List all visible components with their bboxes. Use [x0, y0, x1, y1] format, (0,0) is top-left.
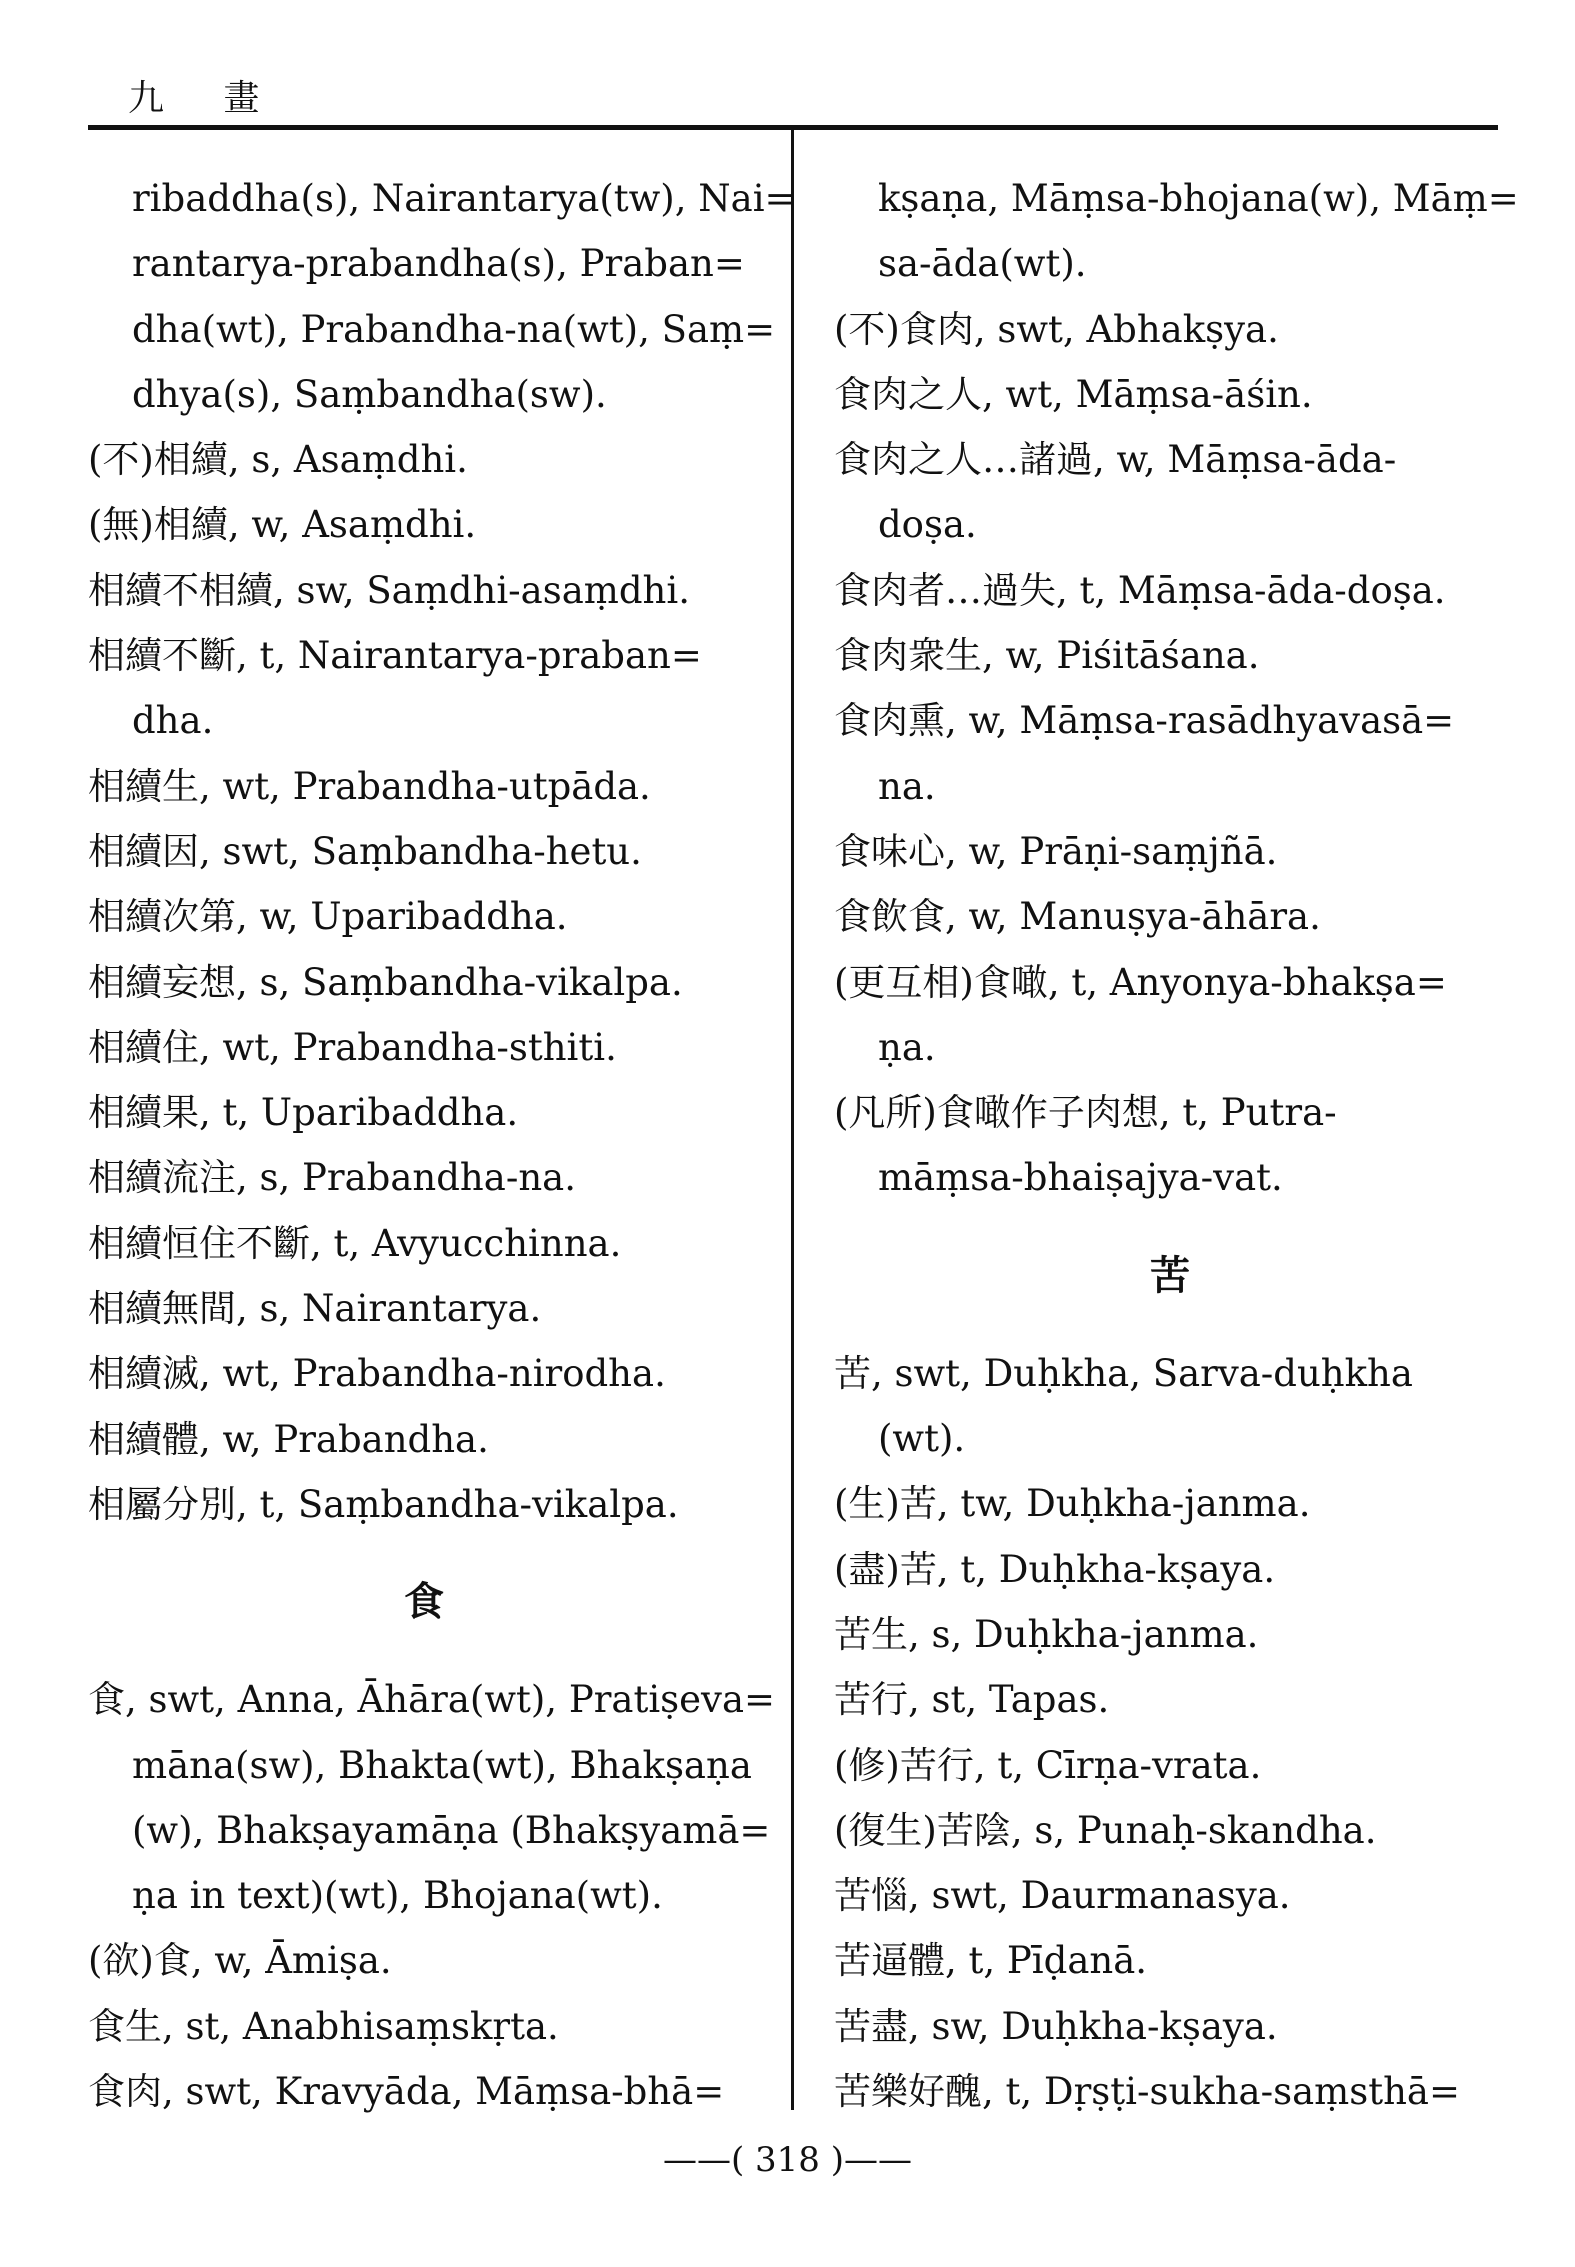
entry-line: 相續恒住不斷, t, Avyucchinna.: [88, 1221, 622, 1265]
entry-line: māna(sw), Bhakta(wt), Bhakṣaṇa: [132, 1743, 752, 1787]
entry-line: māṃsa-bhaiṣajya-vat.: [878, 1156, 1283, 1200]
entry-line: ribaddha(s), Nairantarya(tw), Nai=: [132, 177, 796, 220]
page-number: ——( 318 )——: [662, 2140, 913, 2180]
entry-line: 苦逼體, t, Pīḍanā.: [834, 1939, 1148, 1983]
entry-line: 食飲食, w, Manuṣya-āhāra.: [834, 895, 1321, 939]
entry-line: 相續果, t, Uparibaddha.: [88, 1091, 519, 1135]
entry-line: (生)苦, tw, Duḥkha-janma.: [834, 1482, 1311, 1526]
entry-line: sa-āda(wt).: [878, 242, 1087, 286]
entry-line: (修)苦行, t, Cīrṇa-vrata.: [834, 1743, 1262, 1787]
entry-line: (無)相續, w, Asaṃdhi.: [88, 503, 477, 547]
section-heading-shi: 食: [404, 1578, 444, 1626]
entry-line: (盡)苦, t, Duḥkha-kṣaya.: [834, 1547, 1276, 1591]
entry-line: (凡所)食噉作子肉想, t, Putra-: [834, 1091, 1337, 1135]
left-entries-bottom: [88, 1667, 776, 2124]
entry-line: 相屬分別, t, Saṃbandha-vikalpa.: [88, 1482, 679, 1526]
entry-line: 相續不相續, sw, Saṃdhi-asaṃdhi.: [88, 568, 690, 612]
entry-line: (不)食肉, swt, Abhakṣya.: [834, 307, 1279, 351]
entry-line: 苦惱, swt, Daurmanasya.: [834, 1874, 1291, 1918]
entry-line: 苦樂好醜, t, Dṛṣṭi-sukha-saṃsthā=: [834, 2070, 1460, 2114]
entry-line: (w), Bhakṣayamāṇa (Bhakṣyamā=: [132, 1808, 771, 1852]
entry-line: 食肉者…過失, t, Māṃsa-āda-doṣa.: [834, 568, 1446, 612]
entry-line: ṇa in text)(wt), Bhojana(wt).: [132, 1874, 663, 1918]
entry-line: ṇa.: [878, 1025, 936, 1069]
entry-line: 相續流注, s, Prabandha-na.: [88, 1156, 576, 1200]
entry-line: (不)相續, s, Asaṃdhi.: [88, 438, 468, 482]
entry-line: 相續因, swt, Saṃbandha-hetu.: [88, 829, 642, 873]
entry-line: (欲)食, w, Āmiṣa.: [88, 1939, 392, 1983]
entry-line: (復生)苦陰, s, Punaḥ-skandha.: [834, 1808, 1377, 1852]
entry-line: dha(wt), Prabandha-na(wt), Saṃ=: [132, 307, 776, 351]
right-entries-bottom: [834, 1341, 1506, 2125]
entry-line: kṣaṇa, Māṃsa-bhojana(w), Māṃ=: [878, 177, 1519, 220]
entry-line: 相續次第, w, Uparibaddha.: [88, 895, 568, 939]
entry-line: doṣa.: [878, 503, 977, 547]
entry-line: 食肉, swt, Kravyāda, Māṃsa-bhā=: [88, 2070, 725, 2114]
entry-line: 苦盡, sw, Duḥkha-kṣaya.: [834, 2004, 1278, 2048]
entry-line: 相續妄想, s, Saṃbandha-vikalpa.: [88, 960, 683, 1004]
entry-line: (wt).: [878, 1417, 966, 1461]
column-divider: [791, 130, 794, 2110]
entry-line: rantarya-prabandha(s), Praban=: [132, 242, 745, 286]
entry-line: (更互相)食噉, t, Anyonya-bhakṣa=: [834, 960, 1447, 1004]
section-heading-ku: 苦: [1150, 1251, 1190, 1299]
entry-line: 食肉衆生, w, Piśitāśana.: [834, 634, 1260, 678]
entry-line: 食肉熏, w, Māṃsa-rasādhyavasā=: [834, 699, 1455, 743]
page-header-title: 九 畫: [128, 78, 284, 119]
entry-line: 相續不斷, t, Nairantarya-praban=: [88, 634, 702, 678]
right-column: [834, 166, 1519, 2124]
left-column: [88, 166, 796, 2124]
entry-line: dhya(s), Saṃbandha(sw).: [132, 372, 607, 416]
entry-line: 相續無間, s, Nairantarya.: [88, 1287, 542, 1331]
entry-line: 食肉之人…諸過, w, Māṃsa-āda-: [834, 438, 1397, 482]
entry-line: 相續滅, wt, Prabandha-nirodha.: [88, 1352, 666, 1396]
entry-line: 苦生, s, Duḥkha-janma.: [834, 1612, 1259, 1656]
right-entries-top: [834, 166, 1519, 1211]
entry-line: 相續住, wt, Prabandha-sthiti.: [88, 1025, 617, 1069]
entry-line: 食, swt, Anna, Āhāra(wt), Pratiṣeva=: [88, 1678, 776, 1722]
entry-line: 食味心, w, Prāṇi-saṃjñā.: [834, 829, 1278, 873]
entry-line: 食肉之人, wt, Māṃsa-āśin.: [834, 372, 1313, 416]
left-entries-top: [88, 166, 796, 1537]
entry-line: 苦, swt, Duḥkha, Sarva-duḥkha: [834, 1351, 1413, 1395]
entry-line: 苦行, st, Tapas.: [834, 1678, 1110, 1722]
entry-line: 食生, st, Anabhisaṃskṛta.: [88, 2004, 559, 2048]
entry-line: 相續生, wt, Prabandha-utpāda.: [88, 764, 651, 808]
entry-line: 相續體, w, Prabandha.: [88, 1417, 489, 1461]
entry-line: na.: [878, 764, 936, 808]
entry-line: dha.: [132, 699, 214, 743]
